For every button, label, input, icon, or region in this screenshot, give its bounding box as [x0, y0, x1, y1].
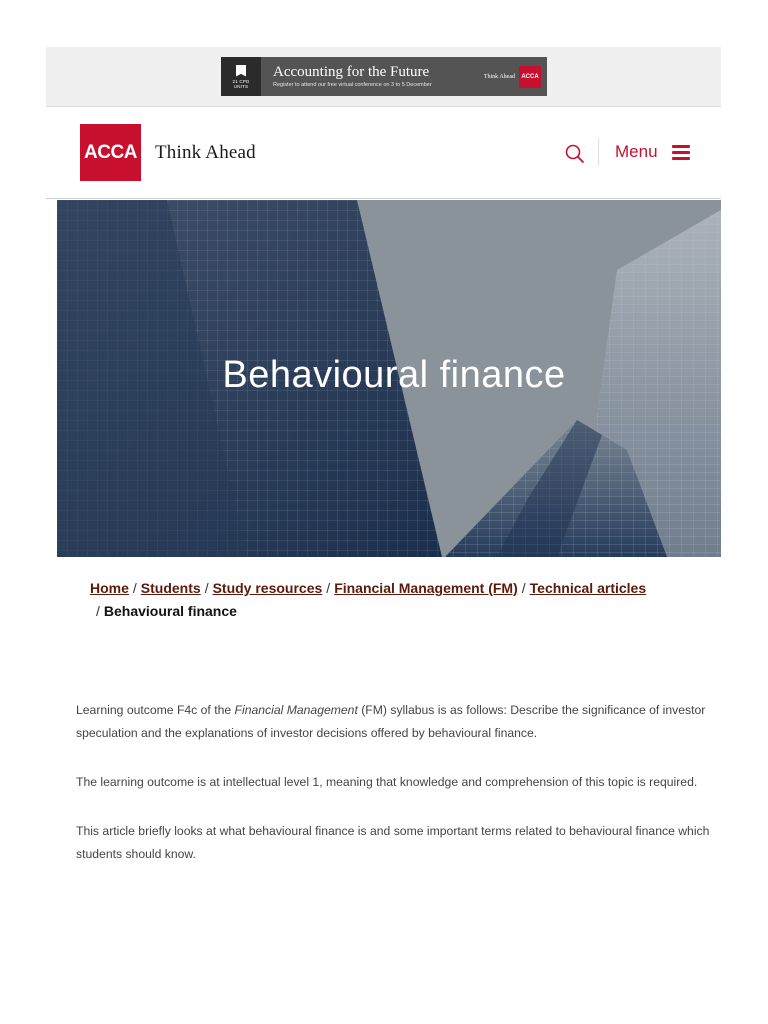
top-banner-strip — [46, 47, 721, 107]
breadcrumb-students[interactable]: Students — [140, 580, 201, 596]
search-icon — [564, 143, 586, 165]
breadcrumb-separator: / — [204, 580, 209, 596]
menu-label: Menu — [615, 142, 658, 161]
menu-button[interactable] — [615, 142, 690, 162]
badge-line-2: UNITS — [233, 83, 249, 89]
cpd-units-badge — [221, 57, 261, 96]
conference-ad-banner[interactable] — [221, 57, 547, 96]
hamburger-icon — [672, 145, 690, 160]
breadcrumb-separator: / — [96, 603, 100, 619]
paragraph-text: (FM) syllabus is as follows: Describe the significance of investor speculation and the explanations of investor decisions offered by behavioural finance. — [76, 703, 706, 740]
page-title: Behavioural finance — [222, 354, 566, 396]
ad-title: Accounting for the Future — [273, 64, 430, 80]
breadcrumb — [90, 577, 690, 623]
paragraph-text: Learning outcome F4c of the — [76, 703, 235, 717]
article-paragraph-1 — [76, 699, 716, 745]
breadcrumb-separator: / — [132, 580, 137, 596]
article-paragraph-2: The learning outcome is at intellectual level 1, meaning that knowledge and comprehension of this topic is required. — [76, 775, 698, 789]
ad-think-ahead: Think Ahead — [483, 73, 515, 80]
think-ahead-tagline: Think Ahead — [155, 142, 256, 163]
badge-line-1: 21 CPD — [232, 78, 250, 84]
breadcrumb-home[interactable]: Home — [90, 580, 129, 596]
acca-logo[interactable]: ACCA — [80, 124, 141, 181]
breadcrumb-separator: / — [326, 580, 331, 596]
breadcrumb-current: Behavioural finance — [103, 603, 237, 619]
site-header — [46, 108, 721, 199]
article-paragraph-3: This article briefly looks at what behavioural finance is and some important terms related to behavioural finance which students should know. — [76, 824, 710, 861]
header-divider — [598, 138, 599, 166]
ad-brand — [484, 66, 547, 88]
hero-banner — [57, 200, 721, 557]
breadcrumb-financial-management[interactable]: Financial Management (FM) — [334, 580, 518, 596]
ad-subtitle: Register to attend our free virtual conference on 3 to 5 December — [273, 82, 432, 88]
syllabus-name: Financial Management — [234, 703, 358, 717]
search-button[interactable] — [564, 143, 586, 165]
breadcrumb-separator: / — [521, 580, 526, 596]
breadcrumb-technical-articles[interactable]: Technical articles — [529, 580, 647, 596]
ad-acca-logo: ACCA — [519, 66, 541, 88]
ad-text — [261, 64, 484, 89]
article-body — [76, 699, 716, 892]
breadcrumb-study-resources[interactable]: Study resources — [212, 580, 323, 596]
bookmark-icon — [236, 65, 246, 77]
